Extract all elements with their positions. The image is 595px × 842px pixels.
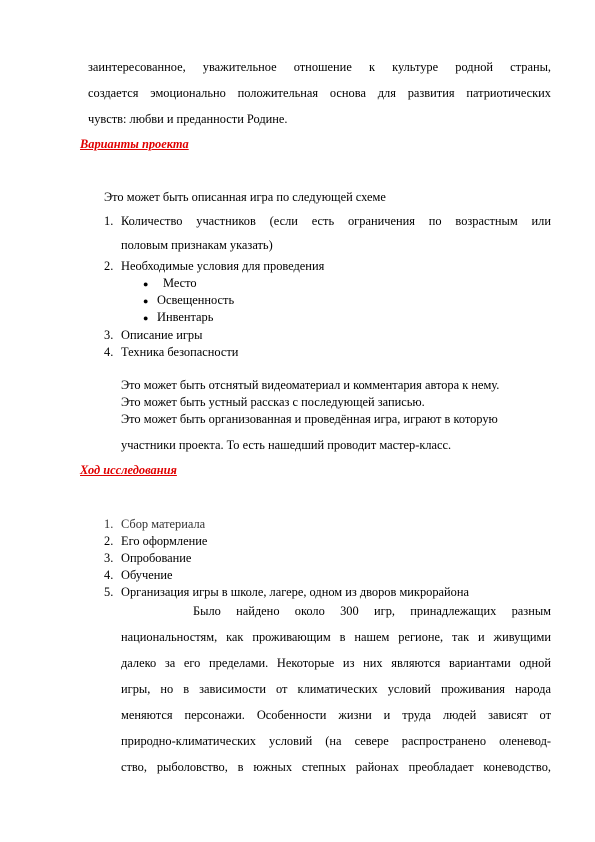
list-item: Описание игры: [121, 328, 203, 342]
body-line: меняются персонажи. Особенности жизни и труда людей зависят от: [121, 708, 551, 722]
body-line: ство, рыболовство, в южных степных районах преобладает коневодство,: [121, 760, 551, 774]
list-number: 2.: [104, 259, 114, 273]
list-item: Организация игры в школе, лагере, одном из дворов микрорайона: [121, 585, 469, 599]
list-number: 3.: [104, 551, 114, 565]
section-heading-variants: Варианты проекта: [80, 137, 189, 151]
list-number: 1.: [104, 214, 114, 228]
variants-lead: Это может быть описанная игра по следующей схеме: [104, 190, 386, 204]
bullet-icon: ●: [143, 279, 149, 289]
list-number: 3.: [104, 328, 114, 342]
intro-line: создается эмоционально положительная основа для развития патриотических: [88, 86, 551, 100]
list-number: 2.: [104, 534, 114, 548]
paragraph-line: Это может быть отснятый видеоматериал и комментария автора к нему.: [121, 378, 500, 392]
list-item: Опробование: [121, 551, 192, 565]
list-number: 4.: [104, 345, 114, 359]
intro-line: чувств: любви и преданности Родине.: [88, 112, 288, 126]
list-item: Сбор материала: [121, 517, 206, 531]
body-line: Было найдено около 300 игр, принадлежащих разным: [193, 604, 551, 618]
list-item: Техника безопасности: [121, 345, 239, 359]
bullet-item: Место: [163, 276, 197, 290]
list-number: 1.: [104, 517, 114, 531]
paragraph-line: Это может быть организованная и проведённая игра, играют в которую: [121, 412, 498, 426]
bullet-item: Инвентарь: [157, 310, 214, 324]
list-number: 5.: [104, 585, 114, 599]
list-item: Его оформление: [121, 534, 208, 548]
bullet-item: Освещенность: [157, 293, 235, 307]
body-line: далеко за его пределами. Некоторые из них являются вариантами одной: [121, 656, 551, 670]
bullet-icon: ●: [143, 296, 149, 306]
body-line: игры, но в зависимости от климатических условий проживания народа: [121, 682, 551, 696]
paragraph-line: участники проекта. То есть нашедший проводит мастер-класс.: [121, 438, 452, 452]
list-item: Количество участников (если есть ограничения по возрастным или: [121, 214, 551, 228]
list-item-continuation: половым признакам указать): [121, 238, 273, 252]
list-item: Обучение: [121, 568, 173, 582]
section-heading-research: Ход исследования: [80, 463, 177, 477]
list-item: Необходимые условия для проведения: [121, 259, 325, 273]
body-line: национальностям, как проживающим в нашем регионе, так и живущими: [121, 630, 551, 644]
bullet-icon: ●: [143, 313, 149, 323]
paragraph-line: Это может быть устный рассказ с последующей записью.: [121, 395, 425, 409]
body-line: природно-климатических условий (на севере распространено оленевод-: [121, 734, 551, 748]
intro-line: заинтересованное, уважительное отношение к культуре родной страны,: [88, 60, 551, 74]
list-number: 4.: [104, 568, 114, 582]
